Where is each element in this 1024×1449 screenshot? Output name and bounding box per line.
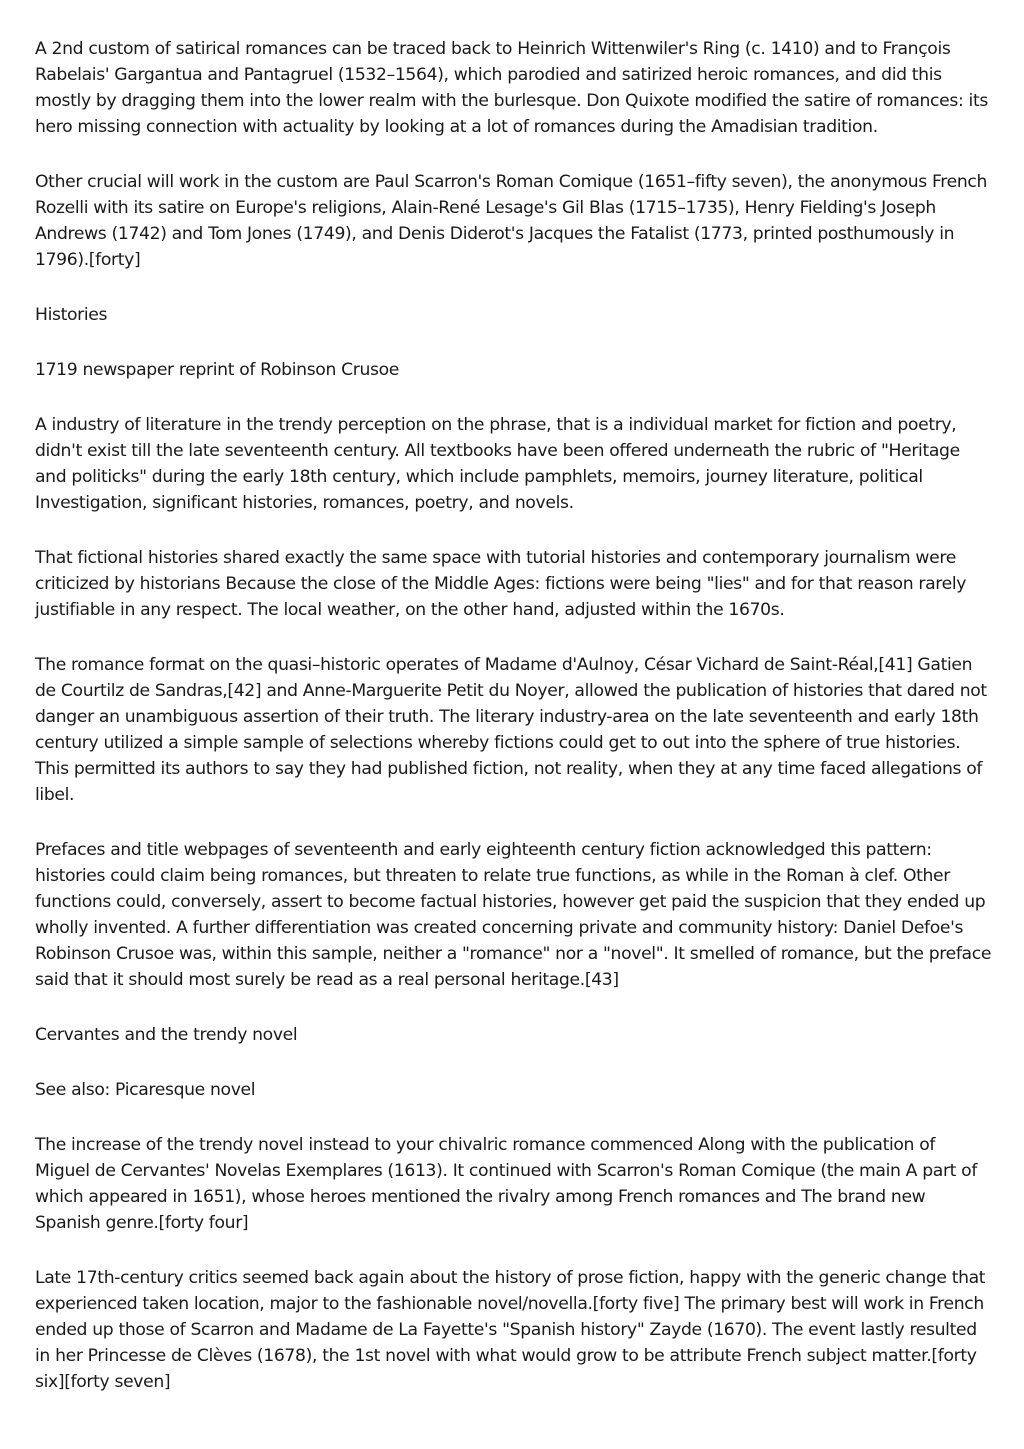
paragraph-literature-industry: A industry of literature in the trendy perception on the phrase, that is a individual market for fiction and poetry, didn't exist till the late seventeenth century. All textbooks have been offered underneath the rubric of "Heritage and politicks" during the early 18th century, which include pamphlets, memoirs, journey literature, political Investigation, significant histories, romances, poetry, and novels. [35, 415, 960, 513]
paragraph-crucial-works: Other crucial will work in the custom are Paul Scarron's Roman Comique (1651–fifty seven), the anonymous French Rozelli with its satire on Europe's religions, Alain-René Lesage's Gil Blas (1715–1735), Henry Fielding's Joseph Andrews (1742) and Tom Jones (1749), and Denis Diderot's Jacques the Fatalist (1773, printed posthumously in 1796).[forty] [35, 172, 988, 270]
paragraph-novel-increase: The increase of the trendy novel instead to your chivalric romance commenced Along with the publication of Miguel de Cervantes' Novelas Exemplares (1613). It continued with Scarron's Roman Comique (the main A part of which appeared in 1651), whose heroes mentioned the rivalry among French romances and The brand new Spanish genre.[forty four] [35, 1135, 978, 1233]
section-heading-cervantes: Cervantes and the trendy novel [35, 1025, 298, 1045]
paragraph-satire-tradition: A 2nd custom of satirical romances can be traced back to Heinrich Wittenwiler's Ring (c. 1410) and to François Rabelais' Gargantua and Pantagruel (1532–1564), which parodied and satirized heroic romances, and did this mostly by dragging them into the lower realm with the burlesque. Don Quixote modified the satire of romances: its hero missing connection with actuality by looking at a lot of romances during the Amadisian tradition. [35, 39, 988, 137]
paragraph-fictional-histories: That fictional histories shared exactly the same space with tutorial histories and contemporary journalism were criticized by historians Because the close of the Middle Ages: fictions were being "lies" and for that reason rarely justifiable in any respect. The local weather, on the other hand, adjusted within the 1670s. [35, 548, 967, 620]
article-body [35, 36, 993, 1424]
paragraph-late-critics: Late 17th-century critics seemed back again about the history of prose fiction, happy with the generic change that experienced taken location, major to the fashionable novel/novella.[forty five] The primary best will work in French ended up those of Scarron and Madame de La Fayette's "Spanish history" Zayde (1670). The event lastly resulted in her Princesse de Clèves (1678), the 1st novel with what would grow to be attribute French subject matter.[forty six][forty seven] [35, 1268, 986, 1392]
paragraph-romance-format: The romance format on the quasi–historic operates of Madame d'Aulnoy, César Vichard de Saint-Réal,[41] Gatien de Courtilz de Sandras,[42] and Anne-Marguerite Petit du Noyer, allowed the publication of histories that dared not danger an unambiguous assertion of their truth. The literary industry-area on the late seventeenth and early 18th century utilized a simple sample of selections whereby fictions could get to out into the sphere of true histories. This permitted its authors to say they had published fiction, not reality, when they at any time faced allegations of libel. [35, 655, 987, 805]
image-caption-robinson-crusoe: 1719 newspaper reprint of Robinson Crusoe [35, 360, 400, 380]
section-heading-histories: Histories [35, 305, 108, 325]
see-also-link[interactable]: See also: Picaresque novel [35, 1080, 256, 1100]
paragraph-prefaces: Prefaces and title webpages of seventeenth and early eighteenth century fiction acknowledged this pattern: histories could claim being romances, but threaten to relate true functions, as while in the Roman à clef. Other functions could, conversely, assert to become factual histories, however get paid the suspicion that they ended up wholly invented. A further differentiation was created concerning private and community history: Daniel Defoe's Robinson Crusoe was, within this sample, neither a "romance" nor a "novel". It smelled of romance, but the preface said that it should most surely be read as a real personal heritage.[43] [35, 840, 992, 990]
